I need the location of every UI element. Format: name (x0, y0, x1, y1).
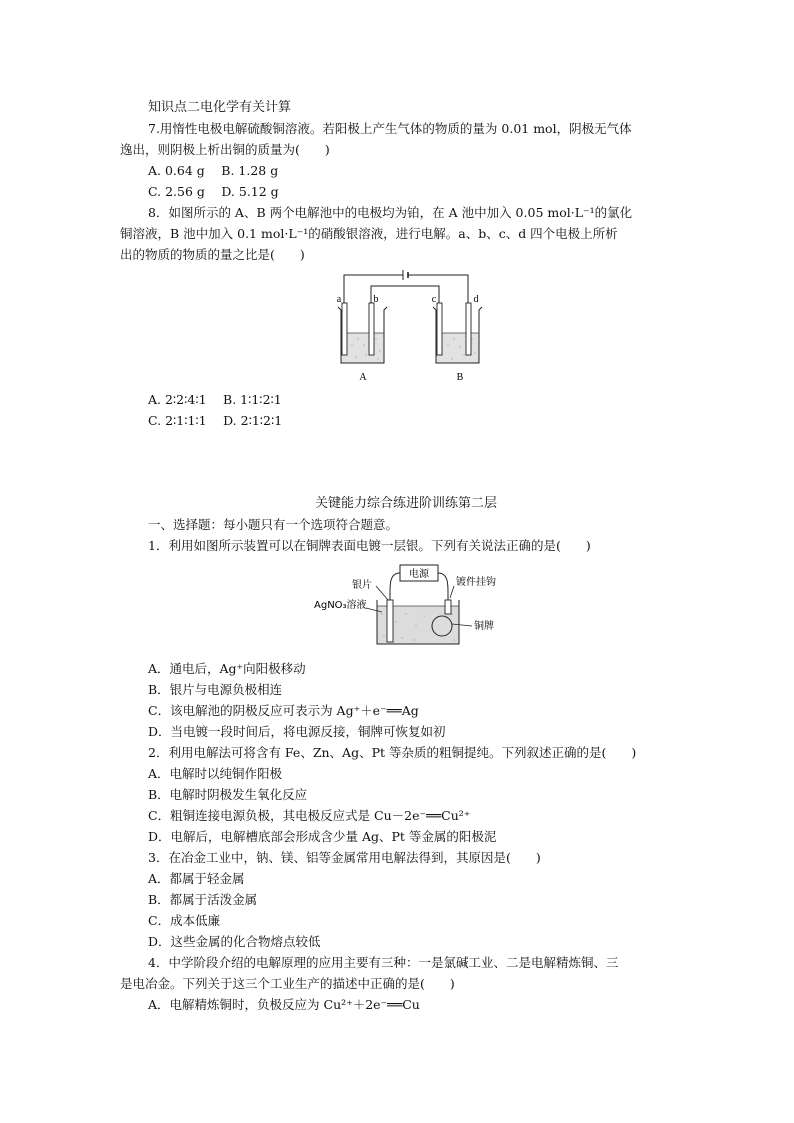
instructions: 一、选择题：每小题只有一个选项符合题意。 (148, 517, 399, 532)
silver-strip-label: 银片 (352, 580, 372, 591)
q2-option-c: C．粗铜连接电源负极，其电极反应式是 Cu－2e⁻══Cu²⁺ (148, 808, 471, 823)
electrode-b-label: b (373, 294, 379, 305)
q3-stem: 3．在冶金工业中，钠、镁、铝等金属常用电解法得到，其原因是( ) (148, 850, 541, 865)
electrode-a-label: a (336, 294, 342, 305)
solution-label: AgNO₃溶液 (314, 600, 367, 611)
q1-stem: 1．利用如图所示装置可以在铜牌表面电镀一层银。下列有关说法正确的是( ) (148, 538, 591, 553)
q3-option-b: B．都属于活泼金属 (148, 892, 258, 907)
section-title: 关键能力综合练进阶训练第二层 (315, 496, 498, 511)
q3-option-d: D．这些金属的化合物熔点较低 (148, 934, 321, 949)
q7-stem-line1: 7.用惰性电极电解硫酸铜溶液。若阳极上产生气体的物质的量为 0.01 mol，阴极无气体 (148, 121, 632, 136)
q1-option-c: C．该电解池的阴极反应可表示为 Ag⁺＋e⁻══Ag (148, 703, 419, 718)
q7-options-cd: C. 2.56 g D. 5.12 g (148, 184, 279, 199)
q7-options-ab: A. 0.64 g B. 1.28 g (148, 163, 279, 178)
electroplating-figure (312, 562, 512, 652)
hook-label: 镀件挂钩 (456, 577, 496, 588)
q2-option-d: D．电解后，电解槽底部会形成含少量 Ag、Pt 等金属的阳极泥 (148, 829, 497, 844)
q7-stem-line2: 逸出，则阴极上析出铜的质量为( ) (120, 142, 330, 157)
q3-option-c: C．成本低廉 (148, 913, 221, 928)
section-heading: 知识点二电化学有关计算 (148, 100, 292, 115)
q4-stem-line2: 是电冶金。下列关于这三个工业生产的描述中正确的是( ) (120, 976, 455, 991)
electrolysis-cells-figure (330, 265, 500, 385)
q3-option-a: A．都属于轻金属 (148, 871, 245, 886)
q1-option-a: A．通电后，Ag⁺向阳极移动 (148, 661, 306, 676)
q8-stem-line3: 出的物质的物质的量之比是( ) (120, 247, 305, 262)
q8-stem-line1: 8．如图所示的 A、B 两个电解池中的电极均为铂，在 A 池中加入 0.05 mol·L⁻¹的氯化 (148, 205, 633, 220)
q1-option-d: D．当电镀一段时间后，将电源反接，铜牌可恢复如初 (148, 724, 446, 739)
q4-stem-line1: 4．中学阶段介绍的电解原理的应用主要有三种：一是氯碱工业、二是电解精炼铜、三 (148, 955, 619, 970)
q2-stem: 2．利用电解法可将含有 Fe、Zn、Ag、Pt 等杂质的粗铜提纯。下列叙述正确的是( ) (148, 745, 637, 760)
cell-b-label: B (456, 372, 464, 383)
electrode-d-label: d (473, 294, 479, 305)
q1-option-b: B．银片与电源负极相连 (148, 682, 283, 697)
cell-a-label: A (359, 372, 367, 383)
q8-options-ab: A. 2∶2∶4∶1 B. 1∶1∶2∶1 (148, 392, 282, 407)
electrode-c-label: c (431, 294, 437, 305)
q2-option-b: B．电解时阴极发生氧化反应 (148, 787, 308, 802)
q4-option-a: A．电解精炼铜时，负极反应为 Cu²⁺＋2e⁻══Cu (148, 997, 420, 1012)
q8-stem-line2: 铜溶液，B 池中加入 0.1 mol·L⁻¹的硝酸银溶液，进行电解。a、b、c、d 四个电极上所析 (120, 226, 618, 241)
power-source-label: 电源 (409, 569, 429, 580)
copper-plate-label: 铜牌 (474, 621, 494, 632)
q2-option-a: A．电解时以纯铜作阳极 (148, 766, 283, 781)
q8-options-cd: C. 2∶1∶1∶1 D. 2∶1∶2∶1 (148, 413, 283, 428)
